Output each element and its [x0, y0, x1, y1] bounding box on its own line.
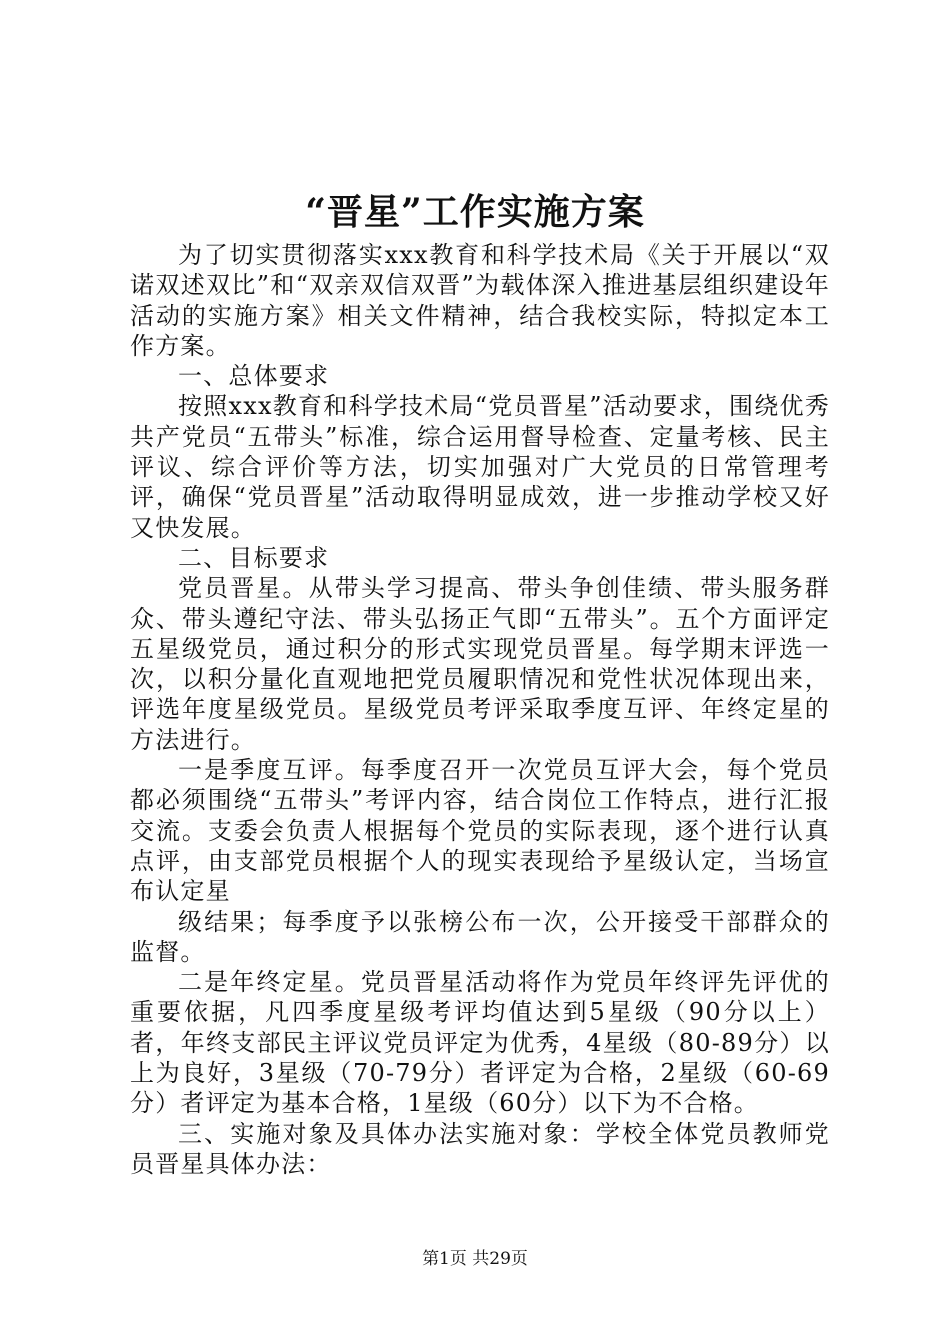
quarterly-review-continued-paragraph: 级结果；每季度予以张榜公布一次，公开接受干部群众的监督。 — [130, 907, 830, 966]
annual-rating-paragraph: 二是年终定星。党员晋星活动将作为党员年终评先评优的重要依据，凡四季度星级考评均值达到5星级（90分以上）者，年终支部民主评议党员评定为优秀，4星级（80-89分）以上为良好，3星级（70-79分）者评定为合格，2星级（60-69分）者评定为基本合格，1星级（60分）以下为不合格。 — [130, 968, 830, 1118]
document-body — [130, 240, 830, 1179]
section-heading-general: 一、总体要求 — [178, 362, 330, 391]
intro-paragraph: 为了切实贯彻落实xxx教育和科学技术局《关于开展以“双诺双述双比”和“双亲双信双晋”为载体深入推进基层组织建设年活动的实施方案》相关文件精神，结合我校实际，特拟定本工作方案。 — [130, 241, 830, 360]
general-requirements-paragraph: 按照xxx教育和科学技术局“党员晋星”活动要求，围绕优秀共产党员“五带头”标准，综合运用督导检查、定量考核、民主评议、综合评价等方法，切实加强对广大党员的日常管理考评，确保“党员晋星”活动取得明显成效，进一步推动学校又好又快发展。 — [130, 392, 830, 542]
document-title: “晋星”工作实施方案 — [305, 191, 645, 233]
page-number-footer: 第1页 共29页 — [422, 1249, 528, 1269]
section-heading-goals: 二、目标要求 — [178, 543, 330, 572]
goals-paragraph: 党员晋星。从带头学习提高、带头争创佳绩、带头服务群众、带头遵纪守法、带头弘扬正气即“五带头”。五个方面评定五星级党员，通过积分的形式实现党员晋星。每学期末评选一次，以积分量化直观地把党员履职情况和党性状况体现出来，评选年度星级党员。星级党员考评采取季度互评、年终定星的方法进行。 — [130, 574, 830, 754]
implementation-paragraph: 三、实施对象及具体办法实施对象：学校全体党员教师党员晋星具体办法： — [130, 1119, 830, 1178]
quarterly-review-paragraph: 一是季度互评。每季度召开一次党员互评大会，每个党员都必须围绕“五带头”考评内容，结合岗位工作特点，进行汇报交流。支委会负责人根据每个党员的实际表现，逐个进行认真点评，由支部党员根据个人的现实表现给予星级认定，当场宣布认定星 — [130, 756, 830, 906]
